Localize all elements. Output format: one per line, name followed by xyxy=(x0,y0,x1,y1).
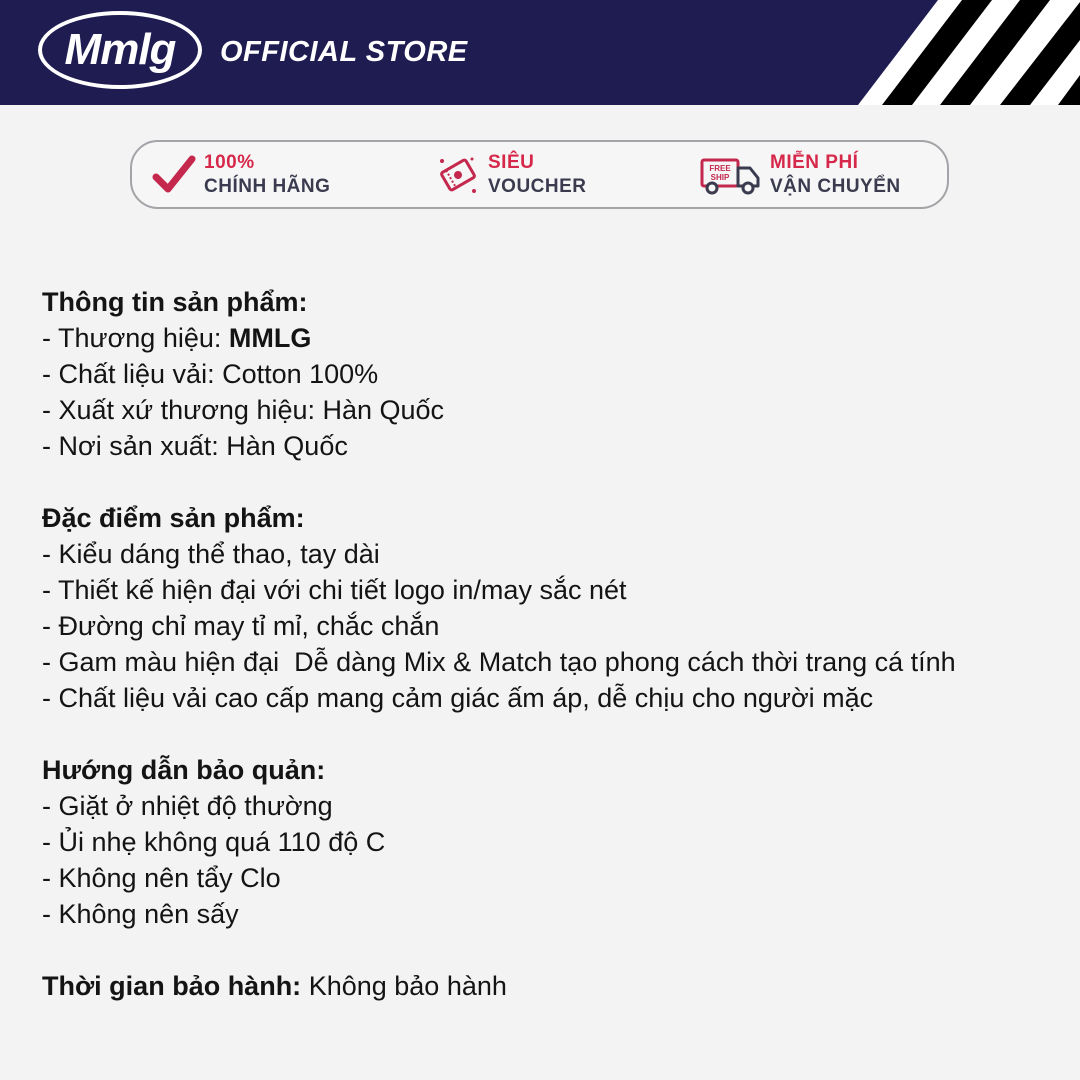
checkmark-icon xyxy=(152,153,196,197)
care-section xyxy=(42,752,1052,932)
badge-authentic xyxy=(152,142,330,207)
badge-line2: VẬN CHUYỂN xyxy=(770,175,901,197)
warranty-section xyxy=(42,968,1052,1004)
badge-line1: MIỄN PHÍ xyxy=(770,151,859,173)
brand-logo xyxy=(38,11,202,89)
store-name: OFFICIAL STORE xyxy=(220,36,468,68)
brand-line xyxy=(42,320,1052,356)
free-ship-label-1: FREE xyxy=(709,163,731,173)
free-ship-label-2: SHIP xyxy=(710,172,730,182)
info-item: - Chất liệu vải: Cotton 100% xyxy=(42,359,379,389)
feature-item: - Chất liệu vải cao cấp mang cảm giác ấm áp, dễ chịu cho người mặc xyxy=(42,683,874,713)
feature-item: - Gam màu hiện đại Dễ dàng Mix & Match tạo phong cách thời trang cá tính xyxy=(42,647,956,677)
warranty-label: Thời gian bảo hành: xyxy=(42,971,302,1001)
voucher-icon xyxy=(436,153,480,197)
badge-line1: SIÊU xyxy=(488,151,535,173)
free-ship-truck-icon xyxy=(700,154,762,196)
info-item: - Xuất xứ thương hiệu: Hàn Quốc xyxy=(42,395,445,425)
store-header xyxy=(0,0,1080,105)
trust-badge-bar xyxy=(130,140,949,209)
warranty-value: Không bảo hành xyxy=(301,971,507,1001)
logo-text: Mmlg xyxy=(64,25,176,74)
feature-item: - Đường chỉ may tỉ mỉ, chắc chắn xyxy=(42,611,440,641)
section-title: Thông tin sản phẩm: xyxy=(42,287,308,317)
care-item: - Không nên tẩy Clo xyxy=(42,863,281,893)
section-title: Đặc điểm sản phẩm: xyxy=(42,503,305,533)
product-info-section xyxy=(42,284,1052,464)
badge-free-shipping xyxy=(700,142,901,207)
badge-line2: VOUCHER xyxy=(488,175,587,197)
info-item: - Nơi sản xuất: Hàn Quốc xyxy=(42,431,348,461)
brand-label: - Thương hiệu: xyxy=(42,323,229,353)
feature-item: - Thiết kế hiện đại với chi tiết logo in/may sắc nét xyxy=(42,575,627,605)
care-item: - Ủi nhẹ không quá 110 độ C xyxy=(42,827,386,857)
badge-line1: 100% xyxy=(204,151,255,173)
section-title: Hướng dẫn bảo quản: xyxy=(42,755,326,785)
feature-item: - Kiểu dáng thể thao, tay dài xyxy=(42,539,380,569)
features-section xyxy=(42,500,1052,716)
badge-voucher xyxy=(436,142,587,207)
product-description xyxy=(42,284,1052,1040)
warranty-line xyxy=(42,968,1052,1004)
brand-value: MMLG xyxy=(228,323,312,353)
care-item: - Giặt ở nhiệt độ thường xyxy=(42,791,333,821)
badge-line2: CHÍNH HÃNG xyxy=(204,175,331,197)
care-item: - Không nên sấy xyxy=(42,899,239,929)
